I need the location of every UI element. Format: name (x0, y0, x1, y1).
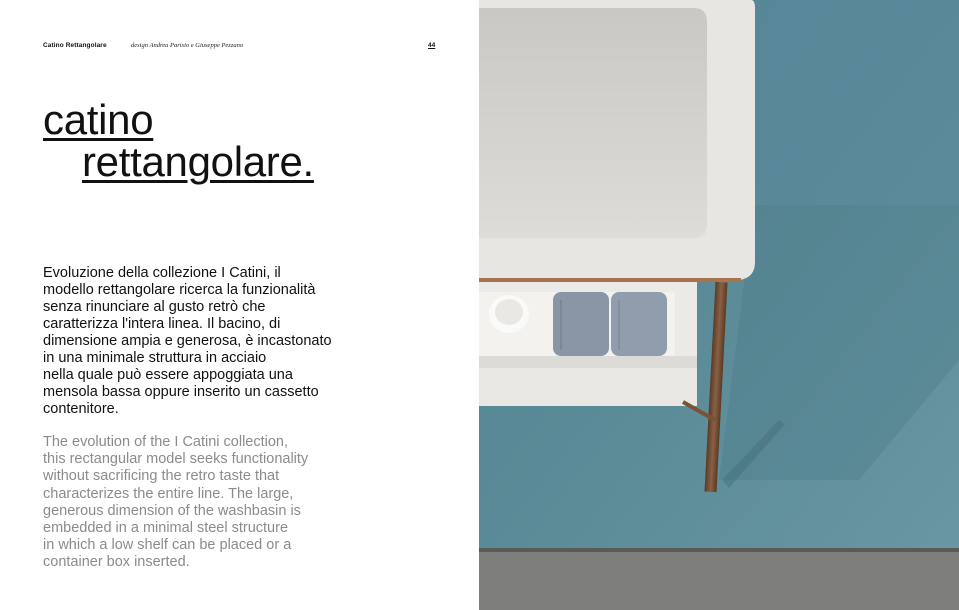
left-page (0, 0, 479, 610)
basin-bowl (479, 8, 707, 238)
header-product-name: Catino Rettangolare (43, 42, 107, 49)
header-design-credit: design Andrea Parisio e Giuseppe Pezzano (131, 42, 244, 49)
washbasin-photo-illustration (479, 0, 959, 610)
shelf-base (479, 356, 697, 370)
body-text-italian: Evoluzione della collezione I Catini, il modello rettangolare ricerca la funzionalità senza rinunciare al gusto retrò che caratterizza l'intera linea. Il bacino, di dimensione ampia e generosa, è incastonato in una minimale struttura in acciaio nella quale può essere appoggiata una mensola bassa oppure inserito un cassetto contenitore. (43, 265, 332, 417)
page-number: 44 (428, 42, 436, 49)
basin-rim-edge (479, 278, 741, 282)
page-title-line-2: rettangolare. (82, 138, 314, 185)
soap-dish-inner (495, 299, 523, 325)
floor (479, 548, 959, 610)
shelf-front (479, 368, 697, 406)
page-title-line-1: catino (43, 96, 154, 143)
body-text-english: The evolution of the I Catini collection, this rectangular model seeks functionality without sacrificing the retro taste that characterizes the entire line. The large, generous dimension of the washbasin is embedded in a minimal steel structure in which a low shelf can be placed or a container box inserted. (43, 434, 309, 571)
upper-wall-panel (754, 0, 959, 205)
floor-edge (479, 548, 959, 552)
product-photo (479, 0, 959, 610)
